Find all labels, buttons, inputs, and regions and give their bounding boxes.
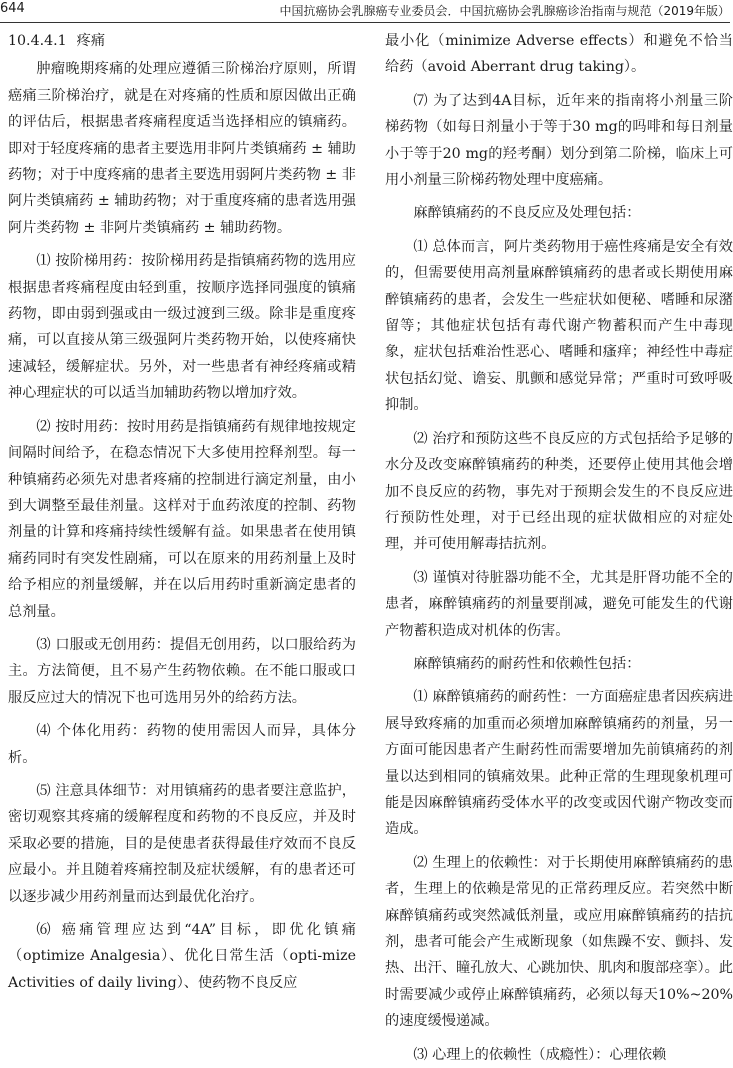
paragraph: 麻醉镇痛药的耐药性和依赖性包括：	[413, 655, 641, 672]
paragraph: ⑴ 麻醉镇痛药的耐药性：一方面癌症患者因疾病进展导致疼痛的加重而必须增加麻醉镇痛药的剂量，另一方面可能因患者产生耐药性而需要增加先前镇痛药的剂量以达到相同的镇痛效果。此种正常的生理现象机理可能是因麻醉镇痛药受体水平的改变或因代谢产物改变而造成。	[385, 689, 733, 838]
paragraph: ⑵ 生理上的依赖性：对于长期使用麻醉镇痛药的患者，生理上的依赖是常见的正常药理反应。若突然中断麻醉镇痛药或突然减低剂量，或应用麻醉镇痛药的拮抗剂，患者可能会产生戒断现象（如焦躁不安、颤抖、发热、出汗、瞳孔放大、心跳加快、肌肉和腹部痉挛）。此时需要减少或停止麻醉镇痛药，必须以每天10%~20%的速度缓慢递减。	[385, 854, 733, 1030]
page-header	[0, 0, 730, 23]
section-heading	[8, 28, 356, 54]
paragraph: ⑶ 心理上的依赖性（成瘾性）：心理依赖	[413, 1046, 667, 1063]
running-title: 中国抗癌协会乳腺癌专业委员会．中国抗癌协会乳腺癌诊治指南与规范（2019年版）	[279, 4, 730, 18]
paragraph: ⑺ 为了达到4A目标，近年来的指南将小剂量三阶梯药物（如每日剂量小于等于30 mg的吗啡和每日剂量小于等于20 mg的羟考酮）划分到第二阶梯，临床上可用小剂量三阶梯药物处理中度癌痛。	[385, 92, 733, 189]
paragraph: ⑵ 按时用药：按时用药是指镇痛药有规律地按规定间隔时间给予，在稳态情况下大多使用控释剂型。每一种镇痛药必须先对患者疼痛的控制进行滴定剂量，由小到大调整至最佳剂量。这样对于血药浓度的控制、药物剂量的计算和疼痛持续性缓解有益。如果患者在使用镇痛药同时有突发性剧痛，可以在原来的用药剂量上及时给予相应的剂量缓解，并在以后用药时重新滴定患者的总剂量。	[8, 418, 356, 620]
paragraph: ⑸ 注意具体细节：对用镇痛药的患者要注意监护，密切观察其疼痛的缓解程度和药物的不良反应，并及时采取必要的措施，目的是使患者获得最佳疗效而不良反应最小。并且随着疼痛控制及症状缓解，有的患者还可以逐步减少用药剂量而达到最优化治疗。	[8, 782, 356, 905]
left-column	[8, 28, 356, 1050]
paragraph: ⑶ 谨慎对待脏器功能不全，尤其是肝肾功能不全的患者，麻醉镇痛药的剂量要削减，避免可能发生的代谢产物蓄积造成对机体的伤害。	[385, 569, 733, 639]
paragraph: 肿瘤晚期疼痛的处理应遵循三阶梯治疗原则，所谓癌痛三阶梯治疗，就是在对疼痛的性质和原因做出正确的评估后，根据患者疼痛程度适当选择相应的镇痛药。即对于轻度疼痛的患者主要选用非阿片类镇痛药 ± 辅助药物；对于中度疼痛的患者主要选用弱阿片类药物 ± 非阿片类镇痛药 ± 辅助药物；对于重度疼痛的患者选用强阿片类药物 ± 非阿片类镇痛药 ± 辅助药物。	[8, 61, 356, 236]
section-title: 疼痛	[76, 33, 106, 49]
right-column	[385, 28, 733, 1063]
paragraph: ⑴ 总体而言，阿片类药物用于癌性疼痛是安全有效的，但需要使用高剂量麻醉镇痛药的患者或长期使用麻醉镇痛药的患者，会发生一些症状如便秘、嗜睡和尿潴留等；其他症状包括有毒代谢产物蓄积而产生中毒现象，症状包括难治性恶心、嗜睡和瘙痒；神经性中毒症状包括幻觉、谵妄、肌颤和感觉异常；严重时可致呼吸抑制。	[385, 238, 733, 414]
paragraph-continuation: 最小化（minimize Adverse effects）和避免不恰当给药（avoid Aberrant drug taking）。	[385, 33, 733, 76]
paragraph: ⑵ 治疗和预防这些不良反应的方式包括给予足够的水分及改变麻醉镇痛药的种类，还要停止使用其他会增加不良反应的药物，事先对于预期会发生的不良反应进行预防性处理，对于已经出现的症状做相应的对症处理，并可使用解毒拮抗剂。	[385, 430, 733, 553]
paragraph: ⑶ 口服或无创用药：提倡无创用药，以口服给药为主。方法简便，且不易产生药物依赖。在不能口服或口服反应过大的情况下也可选用另外的给药方法。	[8, 636, 356, 706]
paragraph: ⑴ 按阶梯用药：按阶梯用药是指镇痛药物的选用应根据患者疼痛程度由轻到重，按顺序选择同强度的镇痛药物，即由弱到强或由一级过渡到三级。除非是重度疼痛，可以直接从第三级强阿片类药物开始，以使疼痛快速减轻，缓解症状。另外，对一些患者有神经疼痛或精神心理症状的可以适当加辅助药物以增加疗效。	[8, 253, 356, 402]
section-number: 10.4.4.1	[8, 33, 67, 49]
paragraph: 麻醉镇痛药的不良反应及处理包括：	[413, 205, 641, 222]
paragraph: ⑷ 个体化用药：药物的使用需因人而异，具体分析。	[8, 723, 356, 766]
paragraph: ⑹ 癌痛管理应达到“4A”目标，即优化镇痛（optimize Analgesia）、优化日常生活（opti-mize Activities of daily living）、使药物不良反应	[8, 922, 356, 991]
page-number: 644	[0, 1, 25, 16]
